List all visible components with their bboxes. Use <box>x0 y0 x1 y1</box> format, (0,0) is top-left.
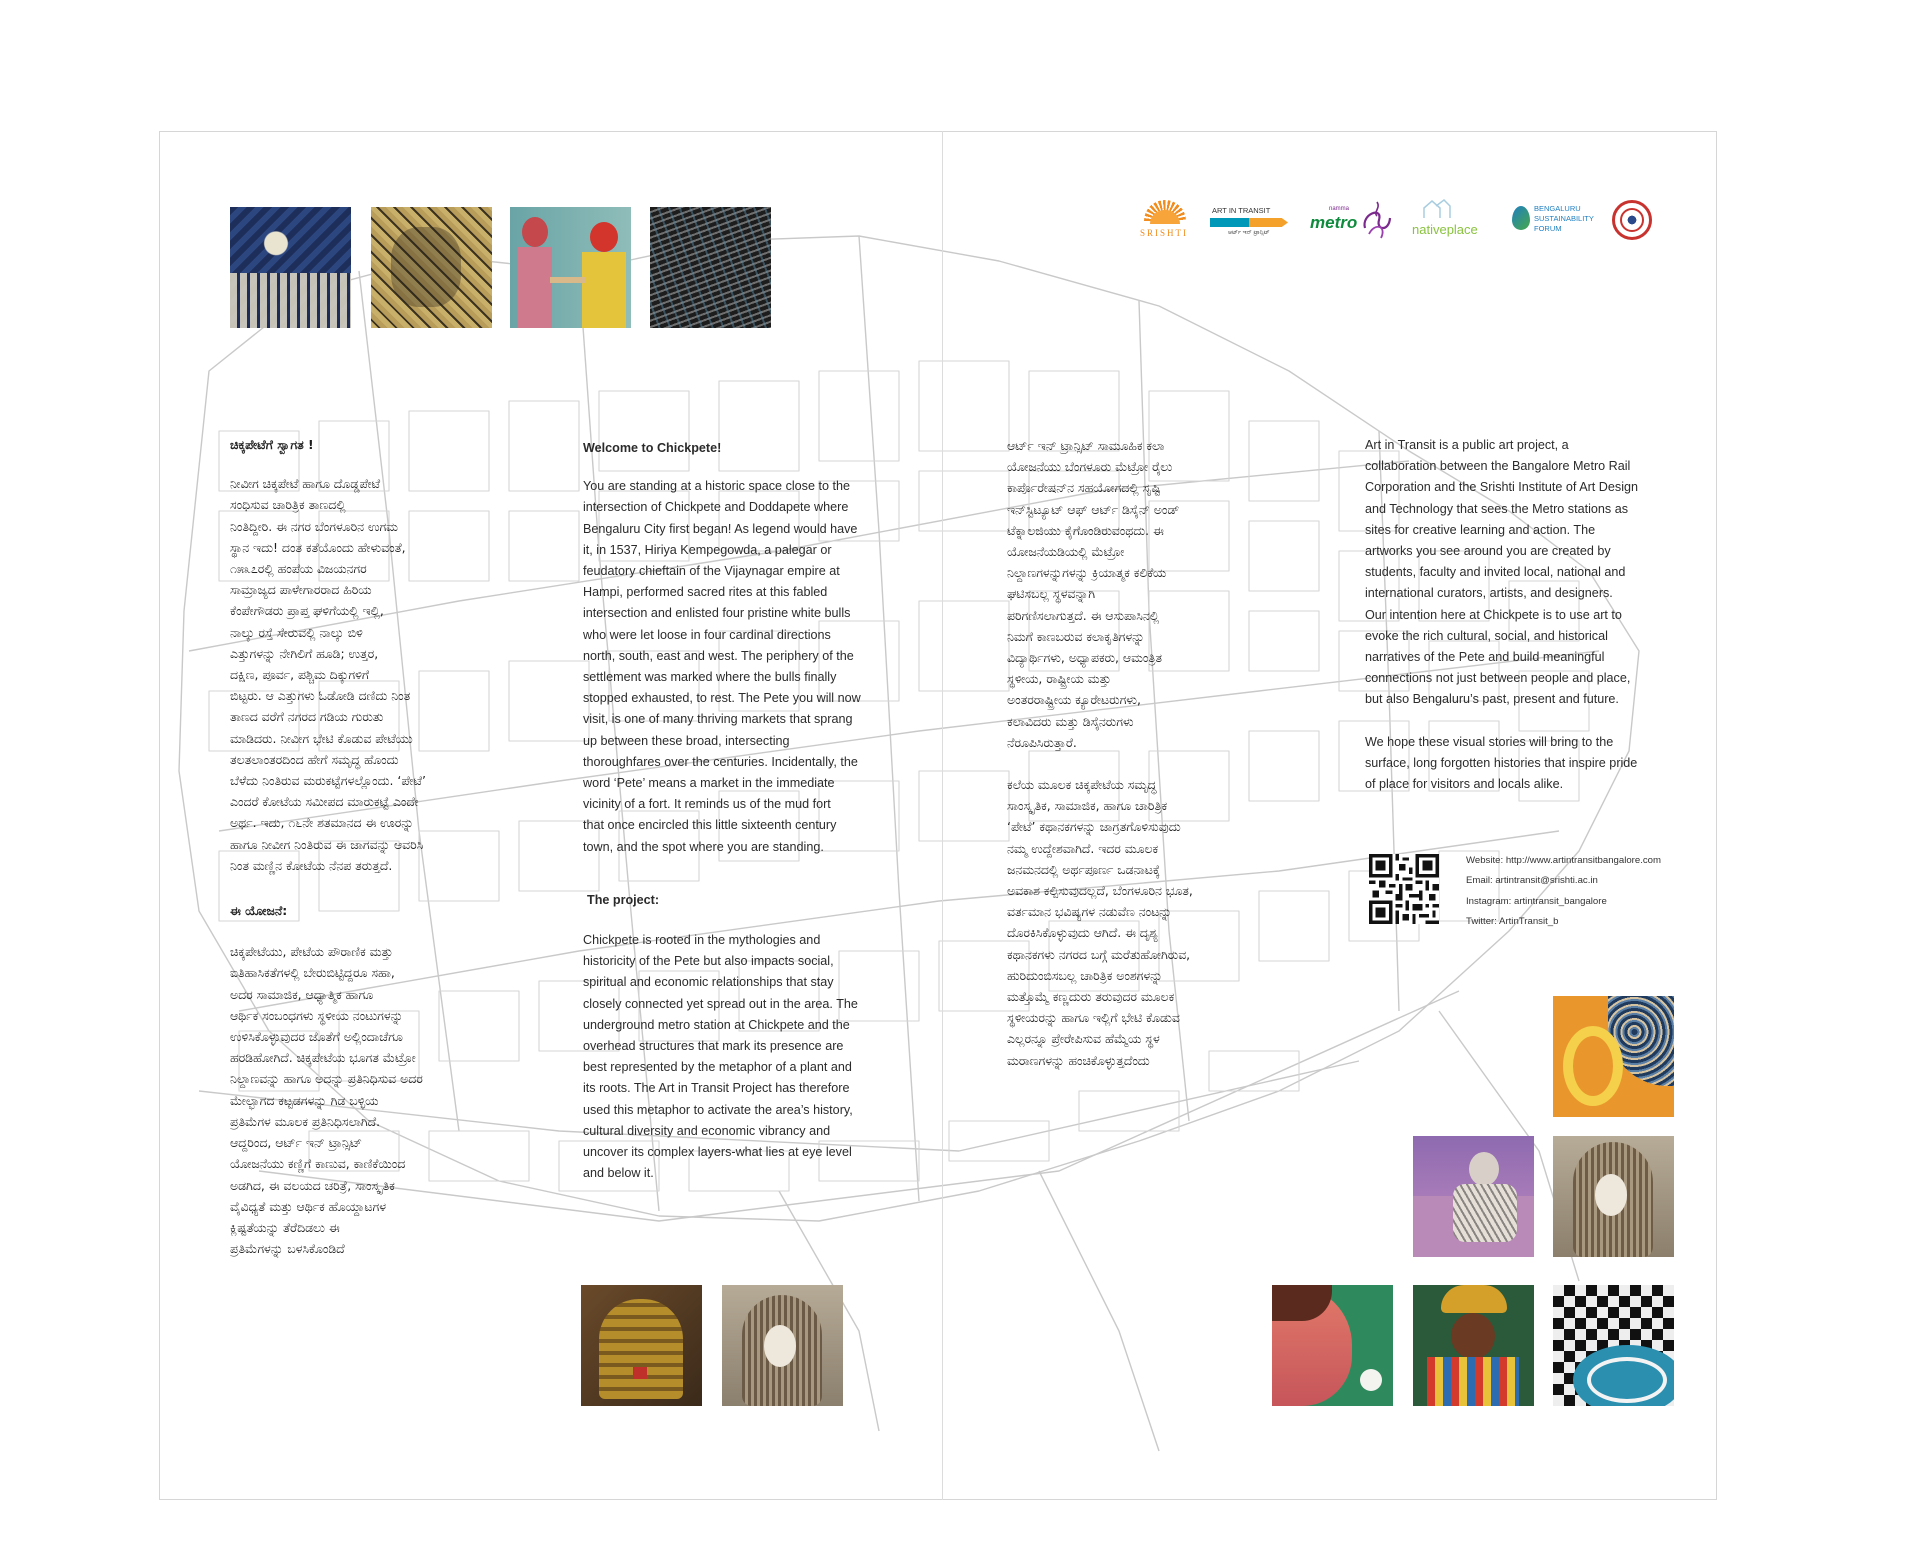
english-project-heading: The project: <box>587 892 660 907</box>
figures-holding-hands-artwork <box>510 207 631 328</box>
orange-seed-artwork <box>1553 996 1674 1117</box>
bsf-line-1: BENGALURU <box>1534 204 1581 213</box>
kannada-column-left <box>230 434 522 1259</box>
english-project-body: Chickpete is rooted in the mythologies and historicity of the Pete but also impacts social, spiritual and economic relationships that stay closely connected yet spread out in the area. The underground metro station at Chickpete and the overhead structures that mark its presence are best represented by the metaphor of a plant and its roots. The Art in Transit Project has therefore used this metaphor to activate the area’s history, cultural diversity and economic vibrancy and uncover its complex layers-what lies at eye level and below it. <box>583 933 858 1181</box>
center-fold-line <box>942 131 943 1500</box>
kannada-welcome-body: ನೀವೀಗ ಚಿಕ್ಕಪೇಟೆ ಹಾಗೂ ದೊಡ್ಡಪೇಟೆ ಸಂಧಿಸುವ ಚಾರಿತ್ರಿಕ ತಾಣದಲ್ಲಿ ನಿಂತಿದ್ದೀರಿ. ಈ ನಗರ ಬೆಂಗಳೂರಿನ ಉಗಮ ಸ್ಥಾನ ಇದು! ದಂತ ಕತೆಯೊಂದು ಹೇಳುವಂತೆ, ೧೫೩೭ರಲ್ಲಿ ಹಂಪೆಯ ವಿಜಯನಗರ ಸಾಮ್ರಾಜ್ಯದ ಪಾಳೇಗಾರರಾದ ಹಿರಿಯ ಕೆಂಪೇಗೌಡರು ಪ್ರಾಪ್ತ ಘಳಿಗೆಯಲ್ಲಿ ಇಲ್ಲಿ, ನಾಲ್ಕು ರಸ್ತೆ ಸೇರುವಲ್ಲಿ ನಾಲ್ಕು ಬಿಳಿ ಎತ್ತುಗಳನ್ನು ನೇಗಿಲಿಗೆ ಹೂಡಿ; ಉತ್ತರ, ದಕ್ಷಿಣ, ಪೂರ್ವ, ಪಶ್ಚಿಮ ದಿಕ್ಕುಗಳಿಗೆ ಬಿಟ್ಟರು. ಆ ಎತ್ತುಗಳು ಓಡೋಡಿ ದಣಿದು ನಿಂತ ತಾಣದ ವರೆಗೆ ನಗರದ ಗಡಿಯ ಗುರುತು ಮಾಡಿದರು. ನೀವೀಗ ಭೇಟಿ ಕೊಡುವ ಪೇಟೆಯು ತಲತಲಾಂತರದಿಂದ ಹೇಗೆ ಸಮೃದ್ಧ ಹೊಂದು ಬೆಳೆದು ನಿಂತಿರುವ ಮರುಕಟ್ಟೆಗಳಲ್ಲೊಂದು. ‘ಪೇಟೆ’ ಎಂದರೆ ಕೋಟೆಯ ಸಮೀಪದ ಮಾರುಕಟ್ಟೆ ಎಂದೇ ಅರ್ಥ. ಇದು, ೧೬ನೇ ಶತಮಾನದ ಈ ಊರನ್ನು ಹಾಗೂ ನೀವೀಗ ನಿಂತಿರುವ ಈ ಜಾಗವನ್ನು ಆವರಿಸಿ ನಿಂತ ಮಣ್ಣಿನ ಕೋಟೆಯ ನೆನಪ ತರುತ್ತದೆ. <box>230 476 426 873</box>
veiled-figure-artwork-2 <box>1553 1136 1674 1257</box>
art-in-transit-logo <box>1210 196 1290 250</box>
metro-swirl-icon <box>1359 198 1393 242</box>
art-in-transit-kannada-text: ಆರ್ಟ್ ಇನ್ ಟ್ರಾನ್ಸಿಟ್ <box>1228 230 1270 236</box>
english-welcome-heading: Welcome to Chickpete! <box>583 441 722 455</box>
bengaluru-sustainability-forum-logo <box>1510 196 1606 250</box>
kannada-intent-body: ಕಲೆಯ ಮೂಲಕ ಚಿಕ್ಕಪೇಟೆಯ ಸಮೃದ್ಧ ಸಾಂಸ್ಕೃತಿಕ, ಸಾಮಾಜಿಕ, ಹಾಗೂ ಚಾರಿತ್ರಿಕ ‘ಪೇಟೆ’ ಕಥಾನಕಗಳನ್ನು ಜಾಗ್ರತಗೊಳಿಸುವುದು ನಮ್ಮ ಉದ್ದೇಶವಾಗಿದೆ. ಇದರ ಮೂಲಕ ಜನಮನದಲ್ಲಿ ಅರ್ಥಪೂರ್ಣ ಒಡನಾಟಕ್ಕೆ ಅವಕಾಶ ಕಲ್ಪಿಸುವುದಲ್ಲದೆ, ಬೆಂಗಳೂರಿನ ಭೂತ, ವರ್ತಮಾನ ಭವಿಷ್ಯಗಳ ನಡುವೆಣ ನಂಟನ್ನು ದೊರಕಿಸಿಕೊಳ್ಳುವುದು ಆಗಿದೆ. ಈ ದೃಶ್ಯ ಕಥಾನಕಗಳು ನಗರದ ಬಗ್ಗೆ ಮರೆತುಹೋಗಿರುವ, ಹುರಿದುಂಬಿಸಬಲ್ಲ ಚಾರಿತ್ರಿಕ ಅಂಶಗಳನ್ನು ಮತ್ತೊಮ್ಮೆ ಕಣ್ಣದುರು ತರುವುದರ ಮೂಲಕ ಸ್ಥಳೀಯರನ್ನು ಹಾಗೂ ಇಲ್ಲಿಗೆ ಭೇಟಿ ಕೊಡುವ ಎಲ್ಲರನ್ನೂ ಪ್ರೇರೇಪಿಸುವ ಹೆಮ್ಮೆಯ ಸ್ಥಳ ಮರಾಣಗಳನ್ನು ಹಂಚಿಕೊಳ್ಳುತ್ತದೆಂದು <box>1007 777 1193 1068</box>
seal-logo <box>1608 196 1656 250</box>
woven-mesh-artwork <box>650 207 771 328</box>
kannada-welcome-heading: ಚಿಕ್ಕಪೇಟೆಗೆ ಸ್ವಾಗತ ! <box>230 437 314 452</box>
email-link[interactable]: Email: artintransit@srishti.ac.in <box>1466 875 1598 887</box>
sponsor-logos <box>1130 196 1645 250</box>
bsf-line-2: SUSTAINABILITY <box>1534 214 1594 223</box>
kannada-about-body: ಆರ್ಟ್ ಇನ್ ಟ್ರಾನ್ಸಿಟ್ ಸಾಮೂಹಿಕ ಕಲಾ ಯೋಜನೆಯು ಬೆಂಗಳೂರು ಮೆಟ್ರೋ ರೈಲು ಕಾರ್ಪೊರೇಷನ್‌ನ ಸಹಯೋಗದಲ್ಲಿ ಸೃಷ್ಟಿ ಇನ್‌ಸ್ಟಿಟ್ಯೂಟ್ ಆಫ್ ಆರ್ಟ್ ಡಿಸೈನ್ ಅಂಡ್ ಟೆಕ್ನಾಲಜಿಯು ಕೈಗೊಂಡಿರುವಂಥದು. ಈ ಯೋಜನೆಯಡಿಯಲ್ಲಿ ಮೆಟ್ರೋ ನಿಲ್ದಾಣಗಳನ್ನುಗಳನ್ನು ಕ್ರಿಯಾತ್ಮಕ ಕಲಿಕೆಯ ಘಟಿಸಬಲ್ಲ ಸ್ಥಳವನ್ನಾಗಿ ಪರಿಗಣಿಸಲಾಗುತ್ತದೆ. ಈ ಆಸುಪಾಸಿನಲ್ಲಿ ನಿಮಗೆ ಕಾಣಬರುವ ಕಲಾಕೃತಿಗಳನ್ನು ವಿದ್ಯಾರ್ಥಿಗಳು, ಅಧ್ಯಾಪಕರು, ಆಮಂತ್ರಿತ ಸ್ಥಳೀಯ, ರಾಷ್ಟ್ರೀಯ ಮತ್ತು ಅಂತರರಾಷ್ಟ್ರೀಯ ಕ್ಯೂರೇಟರುಗಳು, ಕಲಾವಿದರು ಮತ್ತು ಡಿಸೈನರುಗಳು ನೆರೂಪಿಸಿರುತ್ತಾರೆ. <box>1007 438 1180 750</box>
english-column-right <box>1365 435 1690 795</box>
srishti-logo-text: SRISHTI <box>1140 228 1189 238</box>
bsf-line-3: FORUM <box>1534 224 1562 233</box>
website-link[interactable]: Website: http://www.artintransitbangalore.com <box>1466 855 1661 866</box>
qr-code-icon <box>1369 854 1439 924</box>
instagram-handle[interactable]: Instagram: artintransit_bangalore <box>1466 895 1607 907</box>
kannada-column-right <box>1007 435 1307 1071</box>
twitter-handle[interactable]: Twitter: ArtinTransit_b <box>1466 916 1559 928</box>
drop-icon <box>1512 206 1530 230</box>
moon-city-artwork <box>230 207 351 328</box>
english-welcome-body: You are standing at a historic space close to the intersection of Chickpete and Doddapete where Bengaluru City first began! As legend would have it, in 1537, Hiriya Kempegowda, a palegar or feudatory chieftain of the Vijaynagar empire at Hampi, performed sacred rites at this fabled intersection and enlisted four pristine white bulls who were let loose in four cardinal directions north, south, east and west. The periphery of the settlement was marked where the bulls finally stopped exhausted, to rest. The Pete you will now visit, is one of many thriving markets that sprang up between these broad, intersecting thoroughfares over the centuries. Incidentally, the word ‘Pete’ means a market in the immediate vicinity of a fort. It reminds us of the mud fort that once encircled this little sixteenth century town, and the spot where you are standing. <box>583 479 861 854</box>
carved-door-artwork <box>581 1285 702 1406</box>
vendor-portrait-artwork <box>1413 1285 1534 1406</box>
kannada-project-body: ಚಿಕ್ಕಪೇಟೆಯು, ಪೇಟೆಯ ಪೌರಾಣಿಕ ಮತ್ತು ಐತಿಹಾಸಿಕತೆಗಳಲ್ಲಿ ಬೇರುಬಿಟ್ಟಿದ್ದರೂ ಸಹಾ, ಅದರ ಸಾಮಾಜಿಕ, ಆಧ್ಯಾತ್ಮಿಕ ಹಾಗೂ ಆರ್ಥಿಕ ಸಂಬಂಧಗಳು ಸ್ಥಳೀಯ ನಂಟುಗಳನ್ನು ಉಳಿಸಿಕೊಳ್ಳುವುದರ ಜೊತೆಗೆ ಅಲ್ಲಿಂದಾಚೆಗೂ ಹರಡಿಹೋಗಿದೆ. ಚಿಕ್ಕಪೇಟೆಯ ಭೂಗತ ಮೆಟ್ರೋ ನಿಲ್ದಾಣವನ್ನು ಹಾಗೂ ಅದನ್ನು ಪ್ರತಿನಿಧಿಸುವ ಅದರ ಮೇಲ್ಭಾಗದ ಕಟ್ಟಡಗಳನ್ನು ಗಿಡ ಬಳ್ಳಿಯ ಪ್ರತಿಮೆಗಳ ಮೂಲಕ ಪ್ರತಿನಿಧಿಸಲಾಗಿದೆ. ಆದ್ದರಿಂದ, ಆರ್ಟ್ ಇನ್ ಟ್ರಾನ್ಸಿಟ್ ಯೋಜನೆಯು ಕಣ್ಣಿಗೆ ಕಾಣುವ, ಕಾಣಿಕೆಯಿಂದ ಅಡಗಿದ, ಈ ವಲಯದ ಚರಿತ್ರೆ, ಸಾಂಸ್ಕೃತಿಕ ವೈವಿಧ್ಯತೆ ಮತ್ತು ಆರ್ಥಿಕ ಹೊಯ್ದಾಟಗಳ ಕ್ಲಿಷ್ಟತೆಯನ್ನು ತೆರೆದಿಡಲು ಈ ಪ್ರತಿಮೆಗಳನ್ನು ಬಳಸಿಕೊಂಡಿದೆ <box>230 944 423 1257</box>
nativeplace-logo <box>1412 196 1492 250</box>
english-hope-body: We hope these visual stories will bring to the surface, long forgotten histories that inspire pride of place for visitors and locals alike. <box>1365 734 1638 792</box>
art-in-transit-logo-text: ART IN TRANSIT <box>1212 206 1271 215</box>
kannada-project-heading: ಈ ಯೋಜನೆ: <box>230 903 288 919</box>
contact-info <box>1466 851 1661 933</box>
english-about-body: Art in Transit is a public art project, a collaboration between the Bangalore Metro Rail Corporation and the Srishti Institute of Art Design and Technology that sees the Metro stations as sites for creative learning and action. The artworks you see around you are created by students, faculty and invited local, national and international curators, artists, and designers. Our intention here at Chickpete is to use art to evoke the rich cultural, social, and historical narratives of the Pete and build meaningful connections not just between people and place, but also Bengaluru’s past, present and future. <box>1365 438 1639 707</box>
namma-metro-logo-text: metro <box>1310 213 1358 232</box>
sketch-city-artwork <box>371 207 492 328</box>
veiled-figure-artwork <box>722 1285 843 1406</box>
house-outline-icon <box>1422 198 1452 220</box>
purple-figure-artwork <box>1413 1136 1534 1257</box>
srishti-logo <box>1130 196 1200 250</box>
nativeplace-logo-text: nativeplace <box>1412 222 1478 237</box>
profile-face-artwork <box>1272 1285 1393 1406</box>
namma-metro-prefix: namma <box>1329 206 1350 212</box>
namma-metro-logo <box>1307 196 1393 250</box>
english-column-left <box>583 438 903 1185</box>
checkered-swirl-artwork <box>1553 1285 1674 1406</box>
arrow-icon <box>1210 218 1288 227</box>
qr-code[interactable] <box>1369 854 1439 924</box>
